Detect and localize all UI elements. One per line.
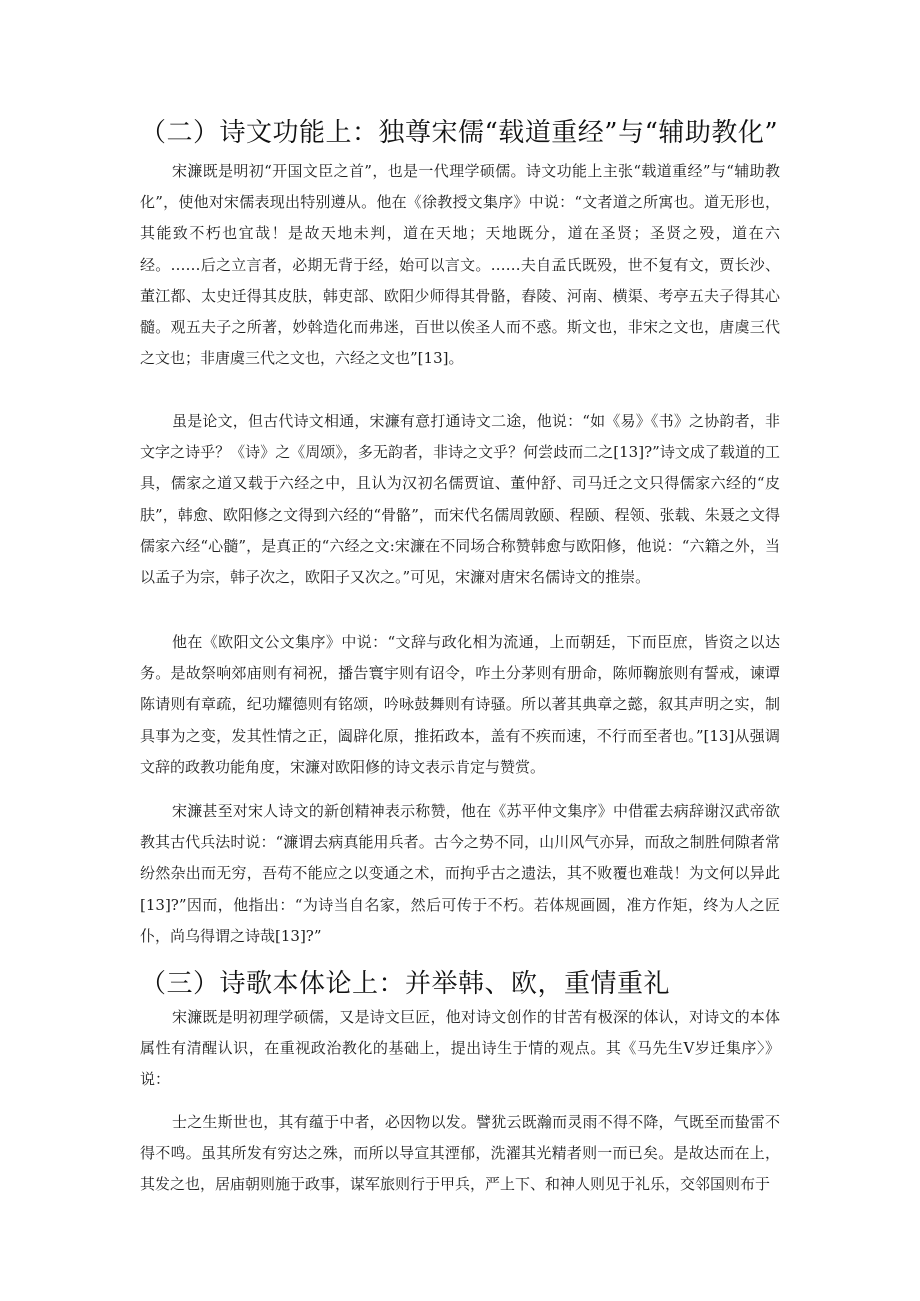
- section-2-paragraph-4: 宋濂甚至对宋人诗文的新创精神表示称赞，他在《苏平仲文集序》中借霍去病辞谢汉武帝欲教其古代兵法时说：“濂谓去病真能用兵者。古今之势不同，山川风气亦异，而敌之制胜伺隙者常纷然杂出而无穷，吾苟不能应之以变通之术，而拘乎古之遗法，其不败覆也难哉！为文何以异此[13]?”因而，他指出：“为诗当自名家，然后可传于不朽。若体规画圆，准方作矩，终为人之匠仆，尚乌得谓之诗哉[13]?”: [140, 802, 780, 945]
- section-2-paragraph-2: 虽是论文，但古代诗文相通，宋濂有意打通诗文二途，他说：“如《易》《书》之协韵者，非文字之诗乎？《诗》之《周颂》，多无韵者，非诗之文乎？何尝歧而二之[13]?”诗文成了载道的工具，儒家之道又载于六经之中，且认为汉初名儒贾谊、董仲舒、司马迁之文只得儒家六经的“皮肤”，韩愈、欧阳修之文得到六经的“骨骼”，而宋代名儒周敦颐、程颐、程领、张载、朱聂之文得儒家六经“心髓”，是真正的“六经之文:宋濂在不同场合称赞韩愈与欧阳修，他说：“六籍之外，当以孟子为宗，韩子次之，欧阳子又次之。”可见，宋濂对唐宋名儒诗文的推崇。: [140, 412, 780, 587]
- section-2-paragraph-3: 他在《欧阳文公文集序》中说：“文辞与政化相为流通，上而朝廷，下而臣庶，皆资之以达务。是故祭响郊庙则有祠祝，播告寰宇则有诏令，咋土分茅则有册命，陈师鞠旅则有誓戒，谏谭陈请则有章疏，纪功耀德则有铭颂，吟咏鼓舞则有诗骚。所以著其典章之懿，叙其声明之实，制具事为之变，发其性情之正，阖辟化原，推拓政本，盖有不疾而速，不行而至者也。”[13]从强调文辞的政教功能角度，宋濂对欧阳修的诗文表示肯定与赞赏。: [140, 633, 780, 776]
- section-2-heading: （二）诗文功能上：独尊宋儒“载道重经”与“辅助教化”: [140, 118, 779, 148]
- section-3-heading: （三）诗歌本体论上：并举韩、欧，重情重礼: [140, 969, 671, 999]
- section-3-paragraph-1: 宋濂既是明初理学硕儒，又是诗文巨匠，他对诗文创作的甘苦有极深的体认，对诗文的本体属性有清醒认识，在重视政治教化的基础上，提出诗生于情的观点。其《马先生Ⅴ岁迁集序〉》说：: [140, 1008, 780, 1089]
- section-3-paragraph-2: 士之生斯世也，其有蕴于中者，必因物以发。譬犹云既瀚而灵雨不得不降，气既至而蛰雷不得不鸣。虽其所发有穷达之殊，而所以导宣其湮郁，洗濯其光精者则一而已矣。是故达而在上，其发之也，居庙朝则施于政事，谋军旅则行于甲兵，严上下、和神人则见于礼乐，交邻国则布于: [140, 1113, 780, 1194]
- section-2-paragraph-1: 宋濂既是明初“开国文臣之首”，也是一代理学硕儒。诗文功能上主张“载道重经”与“辅助教化”，使他对宋儒表现出特别遵从。他在《徐教授文集序》中说：“文者道之所寓也。道无形也，其能致不朽也宜哉！是故天地未判，道在天地；天地既分，道在圣贤；圣贤之殁，道在六经。……后之立言者，必期无背于经，始可以言文。……夫自孟氏既殁，世不复有文，贾长沙、董江都、太史迁得其皮肤，韩吏部、欧阳少师得其骨骼，舂陵、河南、横渠、考亭五夫子得其心髓。观五夫子之所著，妙斡造化而弗迷，百世以俟圣人而不惑。斯文也，非宋之文也，唐虞三代之文也；非唐虞三代之文也，六经之文也”[13]。: [140, 162, 780, 368]
